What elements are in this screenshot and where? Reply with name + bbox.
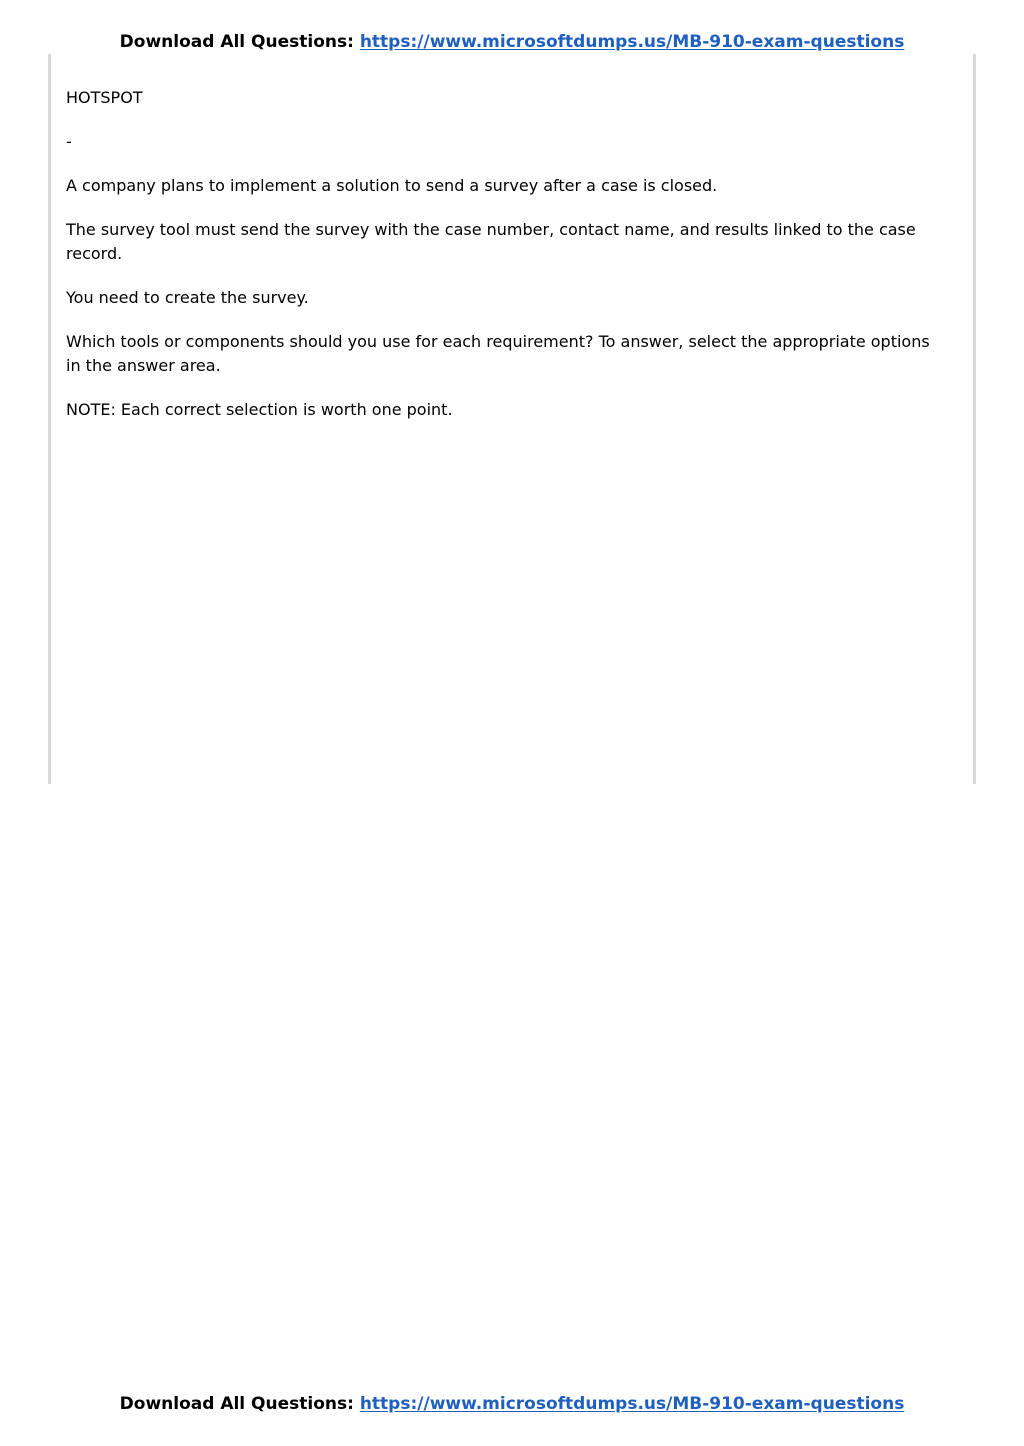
question-paragraph: You need to create the survey. xyxy=(66,288,309,307)
footer-banner xyxy=(0,1392,1024,1416)
question-type: HOTSPOT xyxy=(66,88,143,107)
question-note: NOTE: Each correct selection is worth one point. xyxy=(66,400,453,419)
question-separator: - xyxy=(66,132,72,151)
header-label: Download All Questions: xyxy=(119,32,354,52)
footer-label: Download All Questions: xyxy=(119,1394,354,1414)
footer-download-link[interactable]: https://www.microsoftdumps.us/MB-910-exam-questions xyxy=(359,1394,905,1414)
header-banner xyxy=(0,30,1024,54)
question-paragraph: The survey tool must send the survey with the case number, contact name, and results linked to the case record. xyxy=(66,220,916,263)
question-paragraph: A company plans to implement a solution to send a survey after a case is closed. xyxy=(66,176,718,195)
question-paragraph: Which tools or components should you use for each requirement? To answer, select the appropriate options in the answer area. xyxy=(66,332,930,375)
question-content xyxy=(66,86,946,442)
header-download-link[interactable]: https://www.microsoftdumps.us/MB-910-exam-questions xyxy=(359,32,905,52)
